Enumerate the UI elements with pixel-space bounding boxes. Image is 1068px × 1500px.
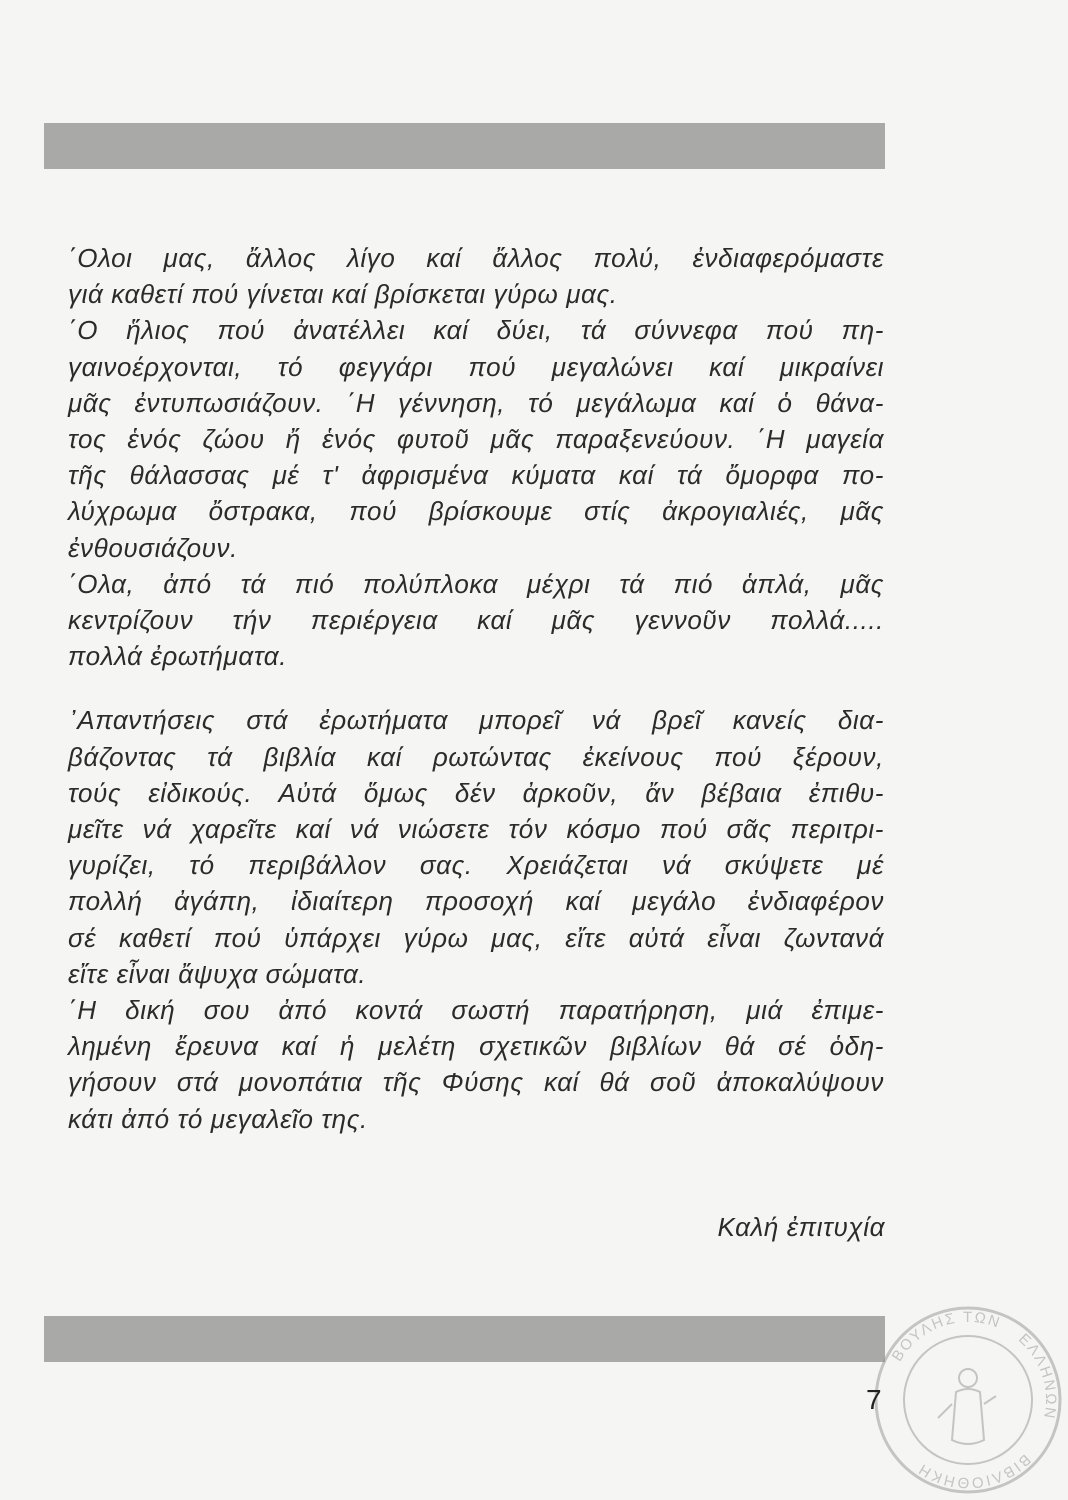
signoff: Καλή ἐπιτυχία xyxy=(717,1212,885,1242)
text-line: σέ καθετί πού ὑπάρχει γύρω μας, εἴτε αὐτά εἶναι ζωντανά xyxy=(68,922,884,953)
text-line: εἴτε εἶναι ἄψυχα σώματα. xyxy=(68,958,367,989)
svg-text:ΕΛΛΗΝΩΝ xyxy=(1015,1330,1059,1421)
text-line: μᾶς ἐντυπωσιάζουν. ΄Η γέννηση, τό μεγάλωμα καί ὁ θάνα- xyxy=(68,387,884,418)
paragraph-4 xyxy=(68,702,884,992)
text-line: ἐνθουσιάζουν. xyxy=(68,532,238,563)
text-line: ΄Ολα, ἀπό τά πιό πολύπλοκα μέχρι τά πιό ἁπλά, μᾶς xyxy=(68,568,884,599)
text-line: πολλά ἐρωτήματα. xyxy=(68,641,288,672)
top-decorative-bar xyxy=(44,123,885,169)
svg-text:ΒΟΥΛΗΣ ΤΩΝ xyxy=(889,1309,1004,1365)
text-line: ΄Η δική σου ἀπό κοντά σωστή παρατήρηση, μιά ἐπιμε- xyxy=(68,995,884,1026)
text-line: λύχρωμα ὄστρακα, πού βρίσκουμε στίς ἀκρογιαλιές, μᾶς xyxy=(68,496,884,527)
text-line: τῆς θάλασσας μέ τ' ἀφρισμένα κύματα καί τά ὄμορφα πο- xyxy=(68,460,884,491)
stamp-text: ΒΟΥΛΗΣ ΤΩΝ xyxy=(888,1308,1004,1365)
text-line: ΄Ολοι μας, ἄλλος λίγο καί ἄλλος πολύ, ἐνδιαφερόμαστε xyxy=(68,243,884,273)
text-line: τος ἑνός ζώου ἤ ἑνός φυτοῦ μᾶς παραξενεύουν. ΄Η μαγεία xyxy=(68,424,884,455)
text-line: γιά καθετί πού γίνεται καί βρίσκεται γύρω μας. xyxy=(68,279,618,310)
stamp-text: ΒΙΒΛΙΟΘΗΚΗ xyxy=(914,1450,1034,1492)
text-line: κεντρίζουν τήν περιέργεια καί μᾶς γεννοῦν πολλά..... xyxy=(68,605,884,636)
bottom-decorative-bar xyxy=(44,1316,885,1362)
page-number: 7 xyxy=(866,1384,882,1415)
library-stamp-icon xyxy=(868,1300,1068,1500)
paragraph-1 xyxy=(68,240,884,312)
text-line: ΄Ο ἥλιος πού ἀνατέλλει καί δύει, τά σύννεφα πού πη- xyxy=(68,315,884,346)
text-line: γαινοέρχονται, τό φεγγάρι πού μεγαλώνει καί μικραίνει xyxy=(68,351,884,382)
paragraph-3 xyxy=(68,566,884,675)
paragraph-2 xyxy=(68,312,884,565)
text-line: γήσουν στά μονοπάτια τῆς Φύσης καί θά σοῦ ἀποκαλύψουν xyxy=(68,1067,884,1098)
text-line: κάτι ἀπό τό μεγαλεῖο της. xyxy=(68,1103,368,1134)
paragraph-5 xyxy=(68,992,884,1137)
text-line: πολλή ἀγάπη, ἰδιαίτερη προσοχή καί μεγάλο ἐνδιαφέρον xyxy=(68,886,884,917)
text-line: λημένη ἔρευνα καί ἡ μελέτη σχετικῶν βιβλίων θά σέ ὁδη- xyxy=(68,1031,884,1062)
paragraph-gap xyxy=(68,674,884,702)
text-line: γυρίζει, τό περιβάλλον σας. Χρειάζεται νά σκύψετε μέ xyxy=(68,850,884,881)
stamp-text: ΕΛΛΗΝΩΝ xyxy=(1015,1330,1060,1422)
body-text xyxy=(68,240,884,1137)
text-line: μεῖτε νά χαρεῖτε καί νά νιώσετε τόν κόσμο πού σᾶς περιτρι- xyxy=(68,814,884,845)
text-line: τούς εἰδικούς. Αὐτά ὅμως δέν ἀρκοῦν, ἄν βέβαια ἐπιθυ- xyxy=(68,777,884,808)
text-line: ᾽Απαντήσεις στά ἐρωτήματα μπορεῖ νά βρεῖ κανείς δια- xyxy=(68,705,884,736)
text-line: βάζοντας τά βιβλία καί ρωτώντας ἐκείνους πού ξέρουν, xyxy=(68,741,884,772)
